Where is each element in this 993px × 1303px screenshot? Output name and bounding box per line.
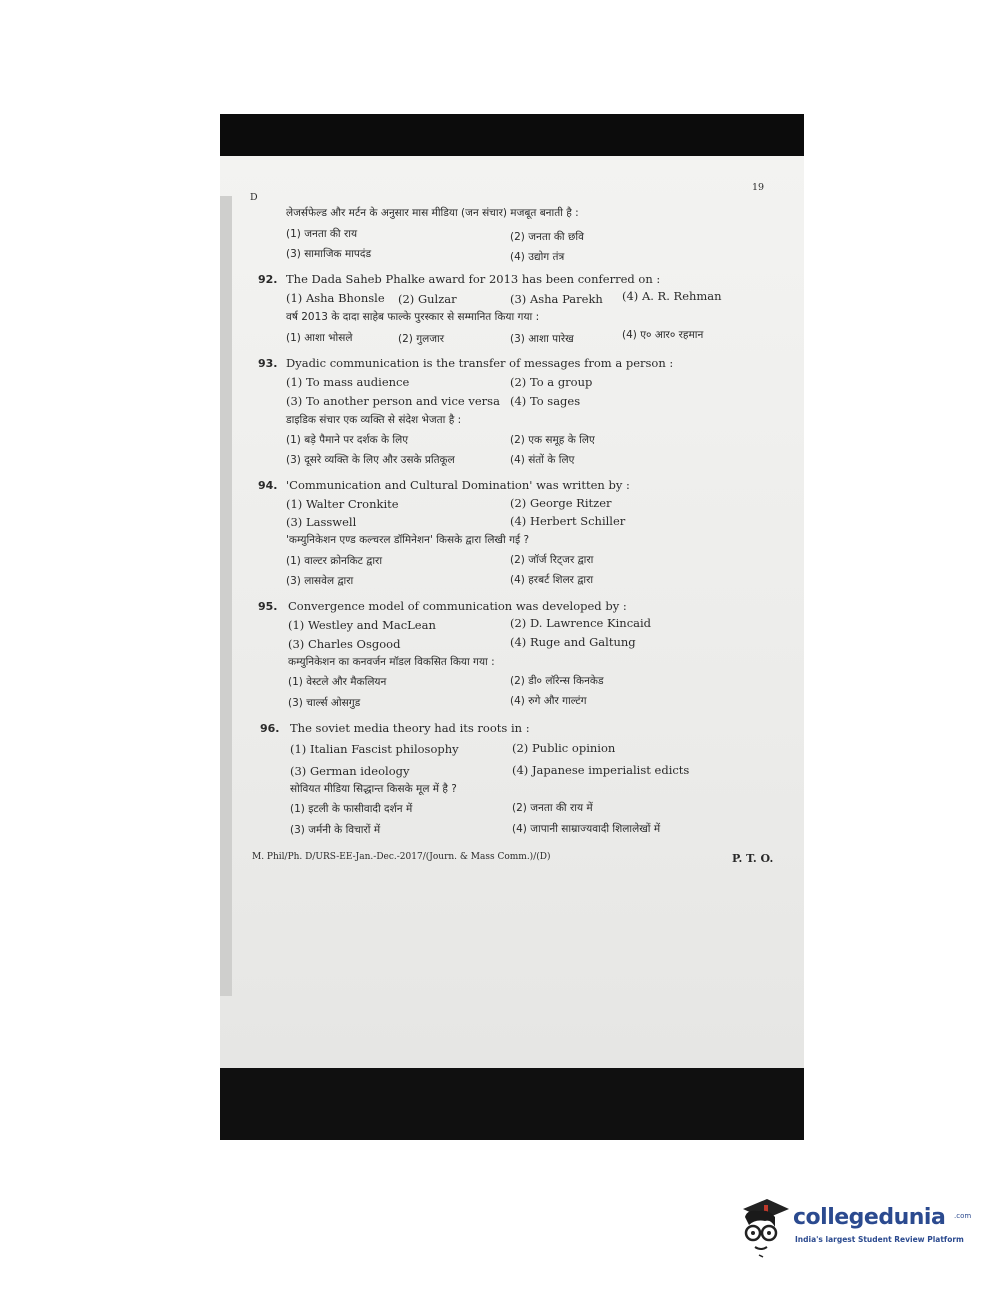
q94-opt2: (2) George Ritzer [510, 496, 612, 510]
q96-opt3-hi: (3) जर्मनी के विचारों में [290, 824, 381, 836]
q94-opt3: (3) Lasswell [286, 515, 357, 529]
q92-opt4-hi: (4) ए० आर० रहमान [622, 329, 704, 341]
q91-opt3: (3) सामाजिक मापदंड [286, 248, 372, 260]
q93-number: 93. [258, 357, 278, 370]
q96-number: 96. [260, 722, 280, 735]
logo-dot-com: .com [954, 1212, 972, 1220]
paper-code: M. Phil/Ph. D/URS-EE-Jan.-Dec.-2017/(Journ. & Mass Comm.)/(D) [252, 852, 551, 862]
q94-stem: 'Communication and Cultural Domination' was written by : [286, 478, 630, 492]
q93-stem: Dyadic communication is the transfer of messages from a person : [286, 356, 674, 370]
q96-opt3: (3) German ideology [290, 764, 410, 778]
q92-opt3: (3) Asha Parekh [510, 292, 603, 306]
q95-opt4-hi: (4) रुगे और गाल्टंग [510, 695, 587, 707]
q96-opt1-hi: (1) इटली के फासीवादी दर्शन में [290, 803, 413, 815]
q95-stem-hi: कम्युनिकेशन का कनवर्जन मॉडल विकसित किया गया : [288, 656, 495, 668]
q95-stem: Convergence model of communication was developed by : [288, 599, 627, 613]
q93-opt4: (4) To sages [510, 394, 581, 408]
logo-wordmark: collegedunia [793, 1205, 946, 1230]
q95-opt2-hi: (2) डी० लॉरेन्स किनकेड [510, 675, 604, 687]
q94-opt1-hi: (1) वाल्टर क्रोनकिट द्वारा [286, 555, 383, 567]
side-letter: D [250, 192, 258, 203]
logo-tagline: India's largest Student Review Platform [795, 1235, 964, 1244]
q95-number: 95. [258, 600, 278, 613]
q93-opt2: (2) To a group [510, 375, 593, 389]
q91-opt4: (4) उद्योग तंत्र [510, 251, 565, 263]
q94-opt4: (4) Herbert Schiller [510, 514, 626, 528]
q96-opt4-hi: (4) जापानी साम्राज्यवादी शिलालेखों में [512, 823, 661, 835]
q94-opt4-hi: (4) हरबर्ट शिलर द्वारा [510, 574, 594, 586]
q96-stem: The soviet media theory had its roots in : [290, 721, 530, 735]
q91-opt1: (1) जनता की राय [286, 228, 358, 240]
q91-stem-hi: लेजर्सफेल्ड और मर्टन के अनुसार मास मीडिया (जन संचार) मजबूत बनाती है : [286, 207, 579, 219]
q94-opt3-hi: (3) लासवेल द्वारा [286, 575, 354, 587]
q92-opt2-hi: (2) गुलजार [398, 333, 445, 345]
q96-opt4: (4) Japanese imperialist edicts [512, 763, 690, 777]
q93-opt1-hi: (1) बड़े पैमाने पर दर्शक के लिए [286, 434, 409, 446]
q95-opt3-hi: (3) चार्ल्स ओसगुड [288, 697, 361, 709]
q93-opt1: (1) To mass audience [286, 375, 410, 389]
q92-opt1-hi: (1) आशा भोसले [286, 332, 353, 344]
q94-opt1: (1) Walter Cronkite [286, 497, 399, 511]
q95-opt1-hi: (1) वेस्टले और मैकलियन [288, 676, 387, 688]
q93-stem-hi: डाइडिक संचार एक व्यक्ति से संदेश भेजता है : [286, 414, 462, 426]
q93-opt2-hi: (2) एक समूह के लिए [510, 434, 595, 446]
q92-opt3-hi: (3) आशा पारेख [510, 333, 574, 345]
q92-number: 92. [258, 273, 278, 286]
q92-opt2: (2) Gulzar [398, 292, 457, 306]
student-mascot-icon [735, 1195, 791, 1259]
q94-opt2-hi: (2) जॉर्ज रिट्जर द्वारा [510, 554, 594, 566]
q92-opt4: (4) A. R. Rehman [622, 289, 722, 303]
q96-opt2-hi: (2) जनता की राय में [512, 802, 593, 814]
pto-label: P. T. O. [732, 852, 774, 865]
q92-stem: The Dada Saheb Phalke award for 2013 has been conferred on : [286, 272, 661, 286]
q95-opt3: (3) Charles Osgood [288, 637, 401, 651]
q93-opt4-hi: (4) संतों के लिए [510, 454, 575, 466]
scanned-photo [220, 114, 804, 1140]
q92-opt1: (1) Asha Bhonsle [286, 291, 385, 305]
collegedunia-logo [735, 1195, 972, 1267]
q96-opt2: (2) Public opinion [512, 741, 616, 755]
q95-opt2: (2) D. Lawrence Kincaid [510, 616, 652, 630]
q91-opt2: (2) जनता की छवि [510, 231, 584, 243]
q93-opt3: (3) To another person and vice versa [286, 394, 500, 408]
q94-stem-hi: 'कम्युनिकेशन एण्ड कल्चरल डॉमिनेशन' किसके द्वारा लिखी गई ? [286, 534, 530, 546]
q96-stem-hi: सोवियत मीडिया सिद्धान्त किसके मूल में है ? [290, 783, 457, 795]
q92-stem-hi: वर्ष 2013 के दादा साहेब फाल्के पुरस्कार से सम्मानित किया गया : [286, 311, 540, 323]
q94-number: 94. [258, 479, 278, 492]
exam-page [220, 156, 804, 1068]
q93-opt3-hi: (3) दूसरे व्यक्ति के लिए और उसके प्रतिकूल [286, 454, 455, 466]
q96-opt1: (1) Italian Fascist philosophy [290, 742, 459, 756]
q95-opt4: (4) Ruge and Galtung [510, 635, 636, 649]
q95-opt1: (1) Westley and MacLean [288, 618, 436, 632]
page-edge [220, 196, 232, 996]
page-number: 19 [752, 182, 765, 193]
